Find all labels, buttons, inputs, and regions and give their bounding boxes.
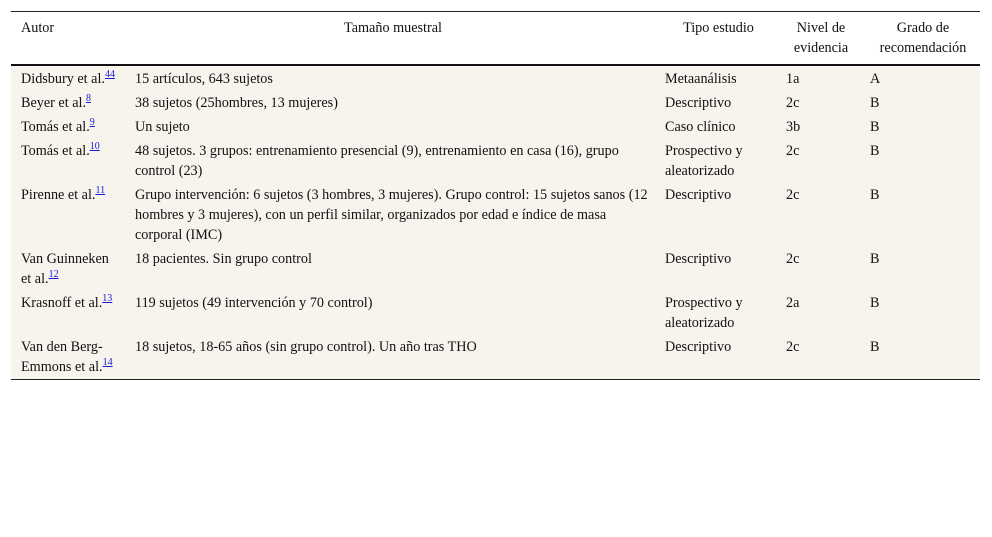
study-type-cell: Prospectivo y aleatorizado — [655, 291, 776, 335]
sample-size-cell: 15 artículos, 643 sujetos — [125, 65, 655, 91]
reference-link[interactable]: 8 — [86, 93, 91, 104]
author-name: Van Guinneken et al. — [21, 251, 109, 287]
table-row — [11, 139, 980, 183]
reference-link[interactable]: 12 — [48, 269, 59, 280]
recommendation-grade-cell: B — [860, 291, 980, 335]
sample-size-cell: 38 sujetos (25hombres, 13 mujeres) — [125, 91, 655, 115]
table-row — [11, 91, 980, 115]
author-name: Pirenne et al. — [21, 187, 96, 203]
evidence-level-cell: 2c — [776, 183, 860, 247]
sample-size-cell: Un sujeto — [125, 115, 655, 139]
author-cell — [11, 65, 125, 91]
evidence-table-container — [11, 11, 980, 380]
evidence-level-cell: 2c — [776, 91, 860, 115]
reference-link[interactable]: 11 — [95, 185, 106, 196]
reference-superscript — [90, 141, 100, 152]
study-type-cell: Descriptivo — [655, 91, 776, 115]
author-name: Krasnoff et al. — [21, 295, 103, 311]
study-type-cell: Caso clínico — [655, 115, 776, 139]
study-type-cell: Descriptivo — [655, 247, 776, 291]
header-evidence-level: Nivel de evidencia — [776, 12, 860, 66]
author-cell — [11, 183, 125, 247]
evidence-table — [11, 11, 980, 380]
reference-link[interactable]: 44 — [104, 69, 115, 80]
table-header — [11, 12, 980, 66]
table-row — [11, 247, 980, 291]
reference-link[interactable]: 13 — [102, 293, 113, 304]
author-cell — [11, 115, 125, 139]
evidence-level-cell: 2c — [776, 335, 860, 380]
reference-link[interactable]: 14 — [102, 357, 113, 368]
header-sample-size: Tamaño muestral — [125, 12, 655, 66]
author-cell — [11, 291, 125, 335]
reference-superscript — [90, 117, 95, 128]
recommendation-grade-cell: B — [860, 91, 980, 115]
study-type-cell: Metaanálisis — [655, 65, 776, 91]
header-study-type: Tipo estudio — [655, 12, 776, 66]
reference-superscript — [105, 69, 115, 80]
study-type-cell: Descriptivo — [655, 183, 776, 247]
recommendation-grade-cell: B — [860, 183, 980, 247]
reference-superscript — [49, 269, 59, 280]
recommendation-grade-cell: B — [860, 335, 980, 380]
sample-size-cell: 48 sujetos. 3 grupos: entrenamiento presencial (9), entrenamiento en casa (16), grupo control (23) — [125, 139, 655, 183]
study-type-cell: Descriptivo — [655, 335, 776, 380]
evidence-level-cell: 1a — [776, 65, 860, 91]
table-row — [11, 183, 980, 247]
header-author: Autor — [11, 12, 125, 66]
reference-link[interactable]: 10 — [89, 141, 100, 152]
study-type-cell: Prospectivo y aleatorizado — [655, 139, 776, 183]
recommendation-grade-cell: B — [860, 139, 980, 183]
reference-superscript — [102, 293, 112, 304]
reference-superscript — [95, 185, 105, 196]
table-row — [11, 65, 980, 91]
header-recommendation-grade: Grado de recomendación — [860, 12, 980, 66]
reference-superscript — [103, 357, 113, 368]
table-row — [11, 335, 980, 380]
reference-link[interactable]: 9 — [89, 117, 95, 128]
author-cell — [11, 139, 125, 183]
evidence-level-cell: 2c — [776, 139, 860, 183]
sample-size-cell: Grupo intervención: 6 sujetos (3 hombres, 3 mujeres). Grupo control: 15 sujetos sanos (12 hombres y 3 mujeres), con un perfil similar, organizados por edad e índice de masa corporal (IMC) — [125, 183, 655, 247]
author-cell — [11, 91, 125, 115]
author-name: Tomás et al. — [21, 143, 90, 159]
author-cell — [11, 247, 125, 291]
evidence-level-cell: 2c — [776, 247, 860, 291]
reference-superscript — [86, 93, 91, 104]
author-name: Tomás et al. — [21, 119, 90, 135]
sample-size-cell: 119 sujetos (49 intervención y 70 control) — [125, 291, 655, 335]
author-name: Beyer et al. — [21, 95, 86, 111]
author-name: Van den Berg-Emmons et al. — [21, 339, 103, 375]
author-name: Didsbury et al. — [21, 71, 105, 87]
recommendation-grade-cell: A — [860, 65, 980, 91]
author-cell — [11, 335, 125, 380]
sample-size-cell: 18 pacientes. Sin grupo control — [125, 247, 655, 291]
table-row — [11, 291, 980, 335]
recommendation-grade-cell: B — [860, 115, 980, 139]
recommendation-grade-cell: B — [860, 247, 980, 291]
table-row — [11, 115, 980, 139]
sample-size-cell: 18 sujetos, 18-65 años (sin grupo control). Un año tras THO — [125, 335, 655, 380]
table-body — [11, 65, 980, 380]
header-row — [11, 12, 980, 66]
evidence-level-cell: 2a — [776, 291, 860, 335]
evidence-level-cell: 3b — [776, 115, 860, 139]
